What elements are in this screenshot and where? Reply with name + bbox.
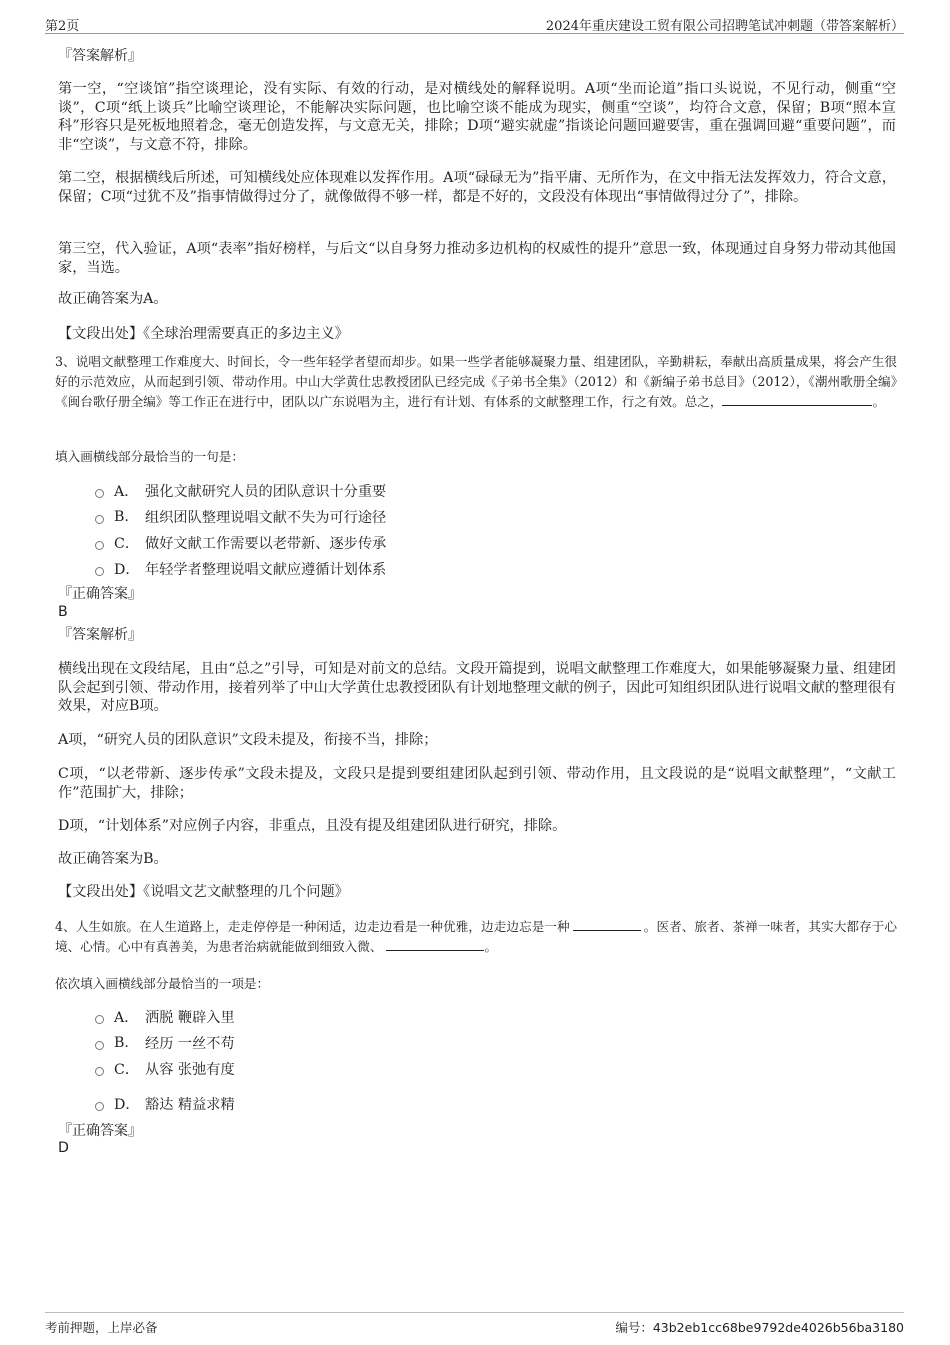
conclusion: 故正确答案为A。 [58,291,168,307]
option-text: 强化文献研究人员的团队意识十分重要 [145,484,387,500]
document-code: 编号：43b2eb1cc68be9792de4026b56ba3180 [615,1320,904,1335]
analysis-label: 『答案解析』 [58,627,142,643]
question-3-stem: 3、说唱文献整理工作难度大、时间长，令一些年轻学者望而却步。如果一些学者能够凝聚力量、组建团队，辛勤耕耘，奉献出高质量成果，将会产生很好的示范效应，从而起到引领、带动作用。中山大学黄仕忠教授团队已经完成《子弟书全集》（2012）和《新编子弟书总目》（2012），《潮州歌册全编》《闽台歌仔册全编》等工作正在进行中，团队以广东说唱为主，进行有计划、有体系的文献整理工作，行之有效。总之， 。 [55,354,897,409]
option-a[interactable] [95,480,386,502]
option-d[interactable] [95,558,386,580]
analysis-label: 『答案解析』 [58,48,142,64]
option-b[interactable] [95,506,386,528]
source-citation: 【文段出处】《说唱文艺文献整理的几个问题》 [58,884,349,900]
radio-icon[interactable] [95,1102,104,1111]
option-a[interactable] [95,1006,235,1028]
option-letter: A． [114,1010,139,1026]
radio-icon[interactable] [95,489,104,498]
fill-blank [386,938,484,951]
radio-icon[interactable] [95,567,104,576]
option-text: 从容 张弛有度 [145,1062,235,1078]
page-footer [45,1312,904,1335]
option-text: 年轻学者整理说唱文献应遵循计划体系 [145,562,387,578]
option-text: 做好文献工作需要以老带新、逐步传承 [145,536,387,552]
option-letter: B. [114,1035,129,1051]
radio-icon[interactable] [95,1015,104,1024]
option-text: 洒脱 鞭辟入里 [145,1010,235,1026]
analysis-paragraph: 第二空，根据横线后所述，可知横线处应体现难以发挥作用。A项“碌碌无为”指平庸、无所作为，在文中指无法发挥效力，符合文意，保留；C项“过犹不及”指事情做得过分了，就像做得不够一样，都是不好的，文段没有体现出“事情做得过分了”，排除。 [58,170,896,205]
correct-answer: D [58,1140,69,1156]
analysis-paragraph: 第一空，“空谈馆”指空谈理论，没有实际、有效的行动，是对横线处的解释说明。A项“坐而论道”指口头说说，不见行动，侧重“空谈”，C项“纸上谈兵”比喻空谈理论，不能解决实际问题，也比喻空谈不能成为现实，侧重“空谈”，均符合文意，保留；B项“照本宣科”形容只是死板地照着念，毫无创造发挥，与文意无关，排除；D项“避实就虚”指谈论问题回避要害，重在强调回避“重要问题”，而非“空谈”，与文意不符，排除。 [58,81,896,153]
page-header [45,13,904,34]
option-letter: C． [114,1062,140,1078]
option-text: 经历 一丝不苟 [145,1036,235,1052]
fill-blank [722,393,872,406]
source-citation: 【文段出处】《全球治理需要真正的多边主义》 [58,326,349,342]
option-b[interactable] [95,1032,235,1054]
option-text: 豁达 精益求精 [145,1097,235,1113]
option-c[interactable] [95,532,386,554]
question-instruction: 依次填入画横线部分最恰当的一项是： [55,976,270,991]
option-letter: D． [114,1097,140,1113]
option-letter: A． [114,484,139,500]
correct-answer-label: 『正确答案』 [58,586,142,602]
option-letter: C． [114,536,140,552]
analysis-paragraph: 第三空，代入验证，A项“表率”指好榜样，与后文“以自身努力推动多边机构的权威性的提升”意思一致，体现通过自身努力带动其他国家，当选。 [58,241,896,276]
conclusion: 故正确答案为B。 [58,851,168,867]
question-instruction: 填入画横线部分最恰当的一句是： [55,449,244,464]
analysis-paragraph: 横线出现在文段结尾，且由“总之”引导，可知是对前文的总结。文段开篇提到，说唱文献整理工作难度大，如果能够凝聚力量、组建团队会起到引领、带动作用，接着列举了中山大学黄仕忠教授团队有计划地整理文献的例子，因此可知组织团队进行说唱文献的整理很有效果，对应B项。 [58,661,896,714]
footer-slogan: 考前押题，上岸必备 [45,1320,158,1335]
option-letter: D． [114,562,140,578]
fill-blank [573,918,641,931]
radio-icon[interactable] [95,1067,104,1076]
option-d[interactable] [95,1093,235,1115]
correct-answer: B [58,604,68,620]
analysis-paragraph: D项，“计划体系”对应例子内容，非重点，且没有提及组建团队进行研究，排除。 [58,818,567,834]
option-letter: B. [114,509,129,525]
page-number: 第2页 [45,19,80,34]
document-title: 2024年重庆建设工贸有限公司招聘笔试冲刺题（带答案解析） [545,19,904,34]
option-text: 组织团队整理说唱文献不失为可行途径 [145,510,387,526]
option-c[interactable] [95,1058,235,1080]
correct-answer-label: 『正确答案』 [58,1123,142,1139]
question-4-stem: 4、人生如旅。在人生道路上，走走停停是一种闲适，边走边看是一种优雅，边走边忘是一种 。医者、旅者、茶禅一味者，其实大都存于心境、心情。心中有真善美，为患者治病就能做到细致入微、 。 [55,919,898,954]
analysis-paragraph: C项，“以老带新、逐步传承”文段未提及，文段只是提到要组建团队起到引领、带动作用，且文段说的是“说唱文献整理”，“文献工作”范围扩大，排除； [58,766,896,801]
analysis-paragraph: A项，“研究人员的团队意识”文段未提及，衔接不当，排除； [58,732,438,748]
radio-icon[interactable] [95,541,104,550]
radio-icon[interactable] [95,515,104,524]
radio-icon[interactable] [95,1041,104,1050]
